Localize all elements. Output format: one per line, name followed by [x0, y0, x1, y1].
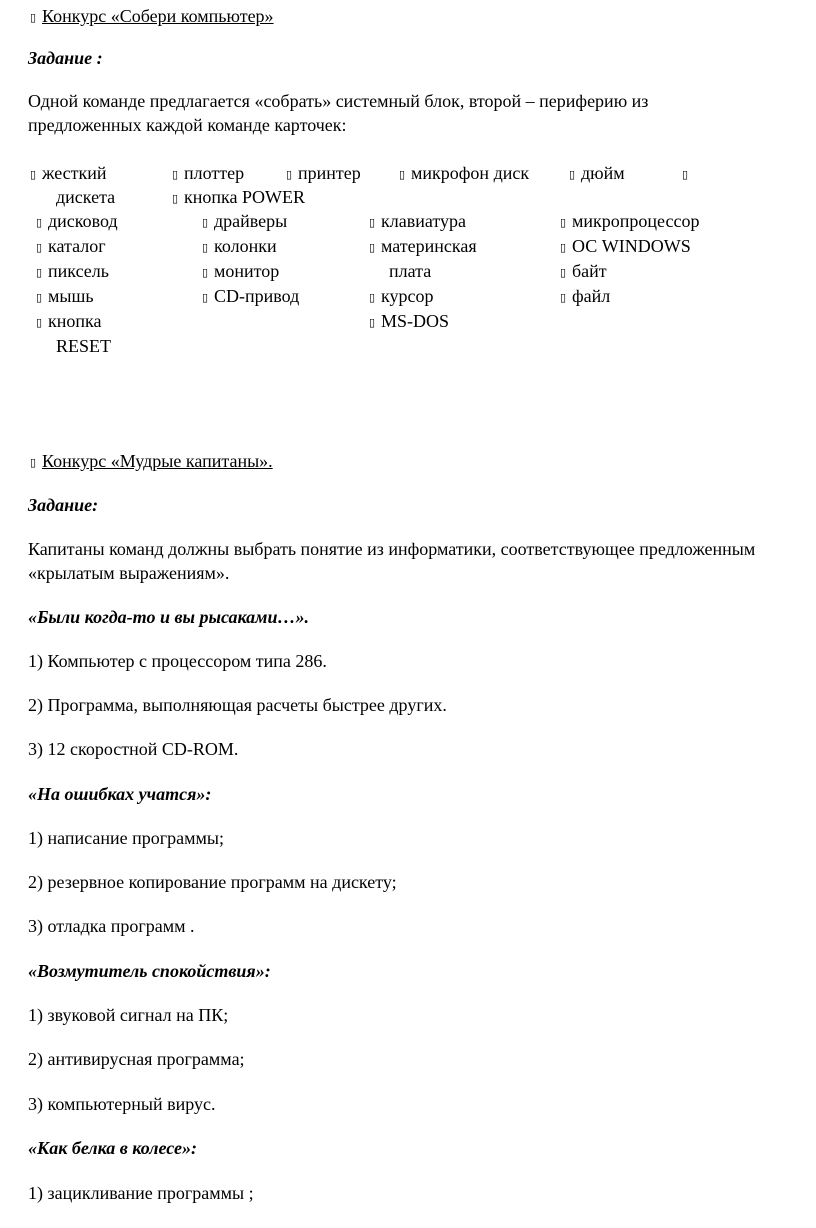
bullet-icon: ▯ — [201, 241, 209, 254]
card-item: ▯ байт — [558, 260, 607, 284]
card-item: ▯ курсор — [367, 285, 433, 309]
bullet-icon: ▯ — [285, 168, 293, 181]
bullet-icon: ▯ — [568, 168, 576, 181]
bullet-icon: ▯ — [368, 241, 376, 254]
list-item: 1) написание программы; — [28, 828, 224, 848]
card-item: ▯ плоттер — [170, 162, 244, 186]
card-item: ▯ дюйм — [567, 162, 625, 186]
list-item: 1) звуковой сигнал на ПК; — [28, 1005, 229, 1025]
card-item: ▯ дисковод — [34, 210, 118, 234]
card-item: ▯ колонки — [200, 235, 277, 259]
list-item: 2) Программа, выполняющая расчеты быстрее других. — [28, 695, 447, 715]
card-item: ▯ файл — [558, 285, 610, 309]
list-item: 1) Компьютер с процессором типа 286. — [28, 651, 327, 671]
bullet-icon: ▯ — [35, 291, 43, 304]
bullet-icon: ▯ — [559, 266, 567, 279]
card-item: ▯ микропроцессор — [558, 210, 699, 234]
list-item: 2) резервное копирование программ на дискету; — [28, 872, 397, 892]
card-item: RESET — [56, 336, 112, 356]
card-item: ▯ мышь — [34, 285, 94, 309]
contest2-intro-line1: Капитаны команд должны выбрать понятие из информатики, соответствующее предложенным — [28, 539, 756, 559]
contest2-title: ▯ Конкурс «Мудрые капитаны». — [28, 450, 273, 474]
list-item: 3) компьютерный вирус. — [28, 1094, 216, 1114]
card-item: ▯ микрофон диск — [397, 162, 529, 186]
bullet-icon: ▯ — [201, 291, 209, 304]
card-item: ▯ CD-привод — [200, 285, 299, 309]
bullet-icon: ▯ — [29, 456, 37, 469]
bullet-icon: ▯ — [35, 266, 43, 279]
list-item: 3) 12 скоростной CD-ROM. — [28, 739, 239, 759]
card-item: ▯ ОС WINDOWS — [558, 235, 691, 259]
contest2-task-heading: Задание: — [28, 495, 99, 515]
card-item: ▯ принтер — [284, 162, 361, 186]
bullet-icon: ▯ — [368, 316, 376, 329]
bullet-icon: ▯ — [559, 291, 567, 304]
card-item: ▯ материнская — [367, 235, 477, 259]
contest1-intro-line2: предложенных каждой команде карточек: — [28, 115, 347, 135]
card-item: ▯ MS-DOS — [367, 310, 449, 334]
contest1-task-heading: Задание : — [28, 48, 103, 68]
contest1-intro-line1: Одной команде предлагается «собрать» системный блок, второй – периферию из — [28, 91, 649, 111]
group-heading: «Были когда-то и вы рысаками…». — [28, 607, 310, 627]
card-item: ▯ драйверы — [200, 210, 287, 234]
group-heading: «Как белка в колесе»: — [28, 1138, 198, 1158]
group-heading: «Возмутитель спокойствия»: — [28, 961, 271, 981]
bullet-icon: ▯ — [201, 266, 209, 279]
bullet-icon: ▯ — [681, 168, 689, 181]
card-item: ▯ жесткий — [28, 162, 107, 186]
bullet-icon: ▯ — [29, 11, 37, 24]
bullet-icon: ▯ — [398, 168, 406, 181]
contest1-title: ▯ Конкурс «Собери компьютер» — [28, 5, 274, 29]
card-item: ▯ клавиатура — [367, 210, 466, 234]
bullet-icon: ▯ — [35, 241, 43, 254]
card-item: дискета — [56, 187, 116, 207]
bullet-icon: ▯ — [35, 316, 43, 329]
bullet-icon: ▯ — [368, 216, 376, 229]
card-item — [680, 162, 690, 186]
bullet-icon: ▯ — [35, 216, 43, 229]
list-item: 1) зацикливание программы ; — [28, 1183, 254, 1203]
card-item: ▯ кнопка — [34, 310, 101, 334]
bullet-icon: ▯ — [171, 192, 179, 205]
list-item: 2) антивирусная программа; — [28, 1049, 245, 1069]
card-item: ▯ пиксель — [34, 260, 109, 284]
bullet-icon: ▯ — [559, 216, 567, 229]
card-item: ▯ кнопка POWER — [170, 186, 305, 210]
card-item: плата — [389, 261, 432, 281]
bullet-icon: ▯ — [171, 168, 179, 181]
bullet-icon: ▯ — [29, 168, 37, 181]
card-item: ▯ монитор — [200, 260, 279, 284]
list-item: 3) отладка программ . — [28, 916, 195, 936]
bullet-icon: ▯ — [201, 216, 209, 229]
contest2-intro-line2: «крылатым выражениям». — [28, 563, 230, 583]
card-item: ▯ каталог — [34, 235, 106, 259]
bullet-icon: ▯ — [368, 291, 376, 304]
bullet-icon: ▯ — [559, 241, 567, 254]
group-heading: «На ошибках учатся»: — [28, 784, 212, 804]
